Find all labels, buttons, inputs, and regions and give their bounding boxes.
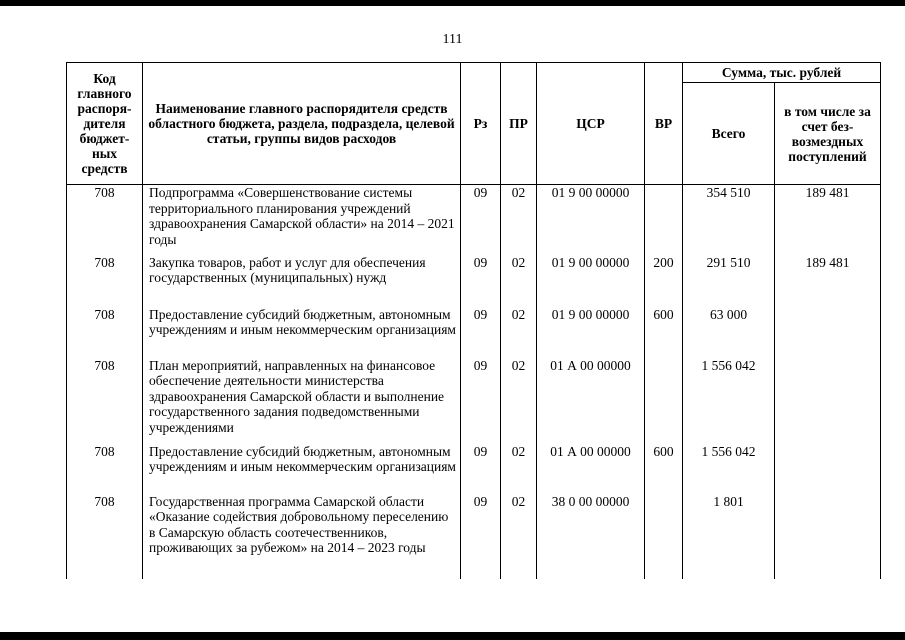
table-row (67, 185, 881, 255)
header-code: Код главного распоря-дителя бюджет-ных средств (67, 63, 143, 185)
header-total: Всего (683, 83, 775, 185)
cell-code: 708 (67, 358, 143, 444)
cell-incl (775, 307, 881, 358)
cell-total: 1 556 042 (683, 358, 775, 444)
header-csr: ЦСР (537, 63, 645, 185)
cell-code: 708 (67, 185, 143, 255)
cell-incl (775, 494, 881, 579)
header-name: Наименование главного распорядителя средств областного бюджета, раздела, подраздела, целевой статьи, группы видов расходов (143, 63, 461, 185)
header-incl: в том числе за счет без-возмездных поступлений (775, 83, 881, 185)
cell-vr (645, 494, 683, 579)
budget-table (66, 62, 881, 579)
cell-code: 708 (67, 255, 143, 307)
cell-total: 291 510 (683, 255, 775, 307)
cell-name: План мероприятий, направленных на финансовое обеспечение деятельности министерства здравоохранения Самарской области и выполнение государственного задания подведомственными учреждениями (143, 358, 461, 444)
cell-csr: 38 0 00 00000 (537, 494, 645, 579)
cell-incl (775, 358, 881, 444)
table-row (67, 494, 881, 579)
cell-vr: 600 (645, 307, 683, 358)
cell-name: Подпрограмма «Совершенствование системы территориального планирования учреждений здравоохранения Самарской области» на 2014 – 2021 годы (143, 185, 461, 255)
cell-incl (775, 444, 881, 494)
table-row (67, 358, 881, 444)
cell-pr: 02 (501, 444, 537, 494)
cell-total: 354 510 (683, 185, 775, 255)
header-rz: Рз (461, 63, 501, 185)
cell-rz: 09 (461, 494, 501, 579)
cell-name: Предоставление субсидий бюджетным, автономным учреждениям и иным некоммерческим организациям (143, 444, 461, 494)
header-sum: Сумма, тыс. рублей (683, 63, 881, 83)
cell-rz: 09 (461, 358, 501, 444)
top-border (0, 0, 905, 6)
cell-csr: 01 А 00 00000 (537, 358, 645, 444)
cell-name: Закупка товаров, работ и услуг для обеспечения государственных (муниципальных) нужд (143, 255, 461, 307)
cell-csr: 01 9 00 00000 (537, 185, 645, 255)
cell-code: 708 (67, 494, 143, 579)
header-vr: ВР (645, 63, 683, 185)
cell-vr (645, 185, 683, 255)
cell-rz: 09 (461, 185, 501, 255)
header-pr: ПР (501, 63, 537, 185)
cell-pr: 02 (501, 358, 537, 444)
cell-vr: 200 (645, 255, 683, 307)
cell-pr: 02 (501, 494, 537, 579)
cell-pr: 02 (501, 255, 537, 307)
cell-incl: 189 481 (775, 255, 881, 307)
cell-total: 1 556 042 (683, 444, 775, 494)
table-row (67, 444, 881, 494)
cell-name: Государственная программа Самарской области «Оказание содействия добровольному переселению в Самарскую область соотечественников, проживающих за рубежом» на 2014 – 2023 годы (143, 494, 461, 579)
cell-total: 63 000 (683, 307, 775, 358)
bottom-border (0, 632, 905, 640)
cell-csr: 01 9 00 00000 (537, 307, 645, 358)
cell-vr: 600 (645, 444, 683, 494)
cell-code: 708 (67, 307, 143, 358)
cell-rz: 09 (461, 255, 501, 307)
table-row (67, 307, 881, 358)
cell-incl: 189 481 (775, 185, 881, 255)
cell-pr: 02 (501, 307, 537, 358)
cell-pr: 02 (501, 185, 537, 255)
cell-code: 708 (67, 444, 143, 494)
cell-vr (645, 358, 683, 444)
cell-csr: 01 9 00 00000 (537, 255, 645, 307)
cell-csr: 01 А 00 00000 (537, 444, 645, 494)
cell-name: Предоставление субсидий бюджетным, автономным учреждениям и иным некоммерческим организациям (143, 307, 461, 358)
table-row (67, 255, 881, 307)
cell-rz: 09 (461, 307, 501, 358)
cell-rz: 09 (461, 444, 501, 494)
page-number: 111 (442, 32, 463, 47)
cell-total: 1 801 (683, 494, 775, 579)
